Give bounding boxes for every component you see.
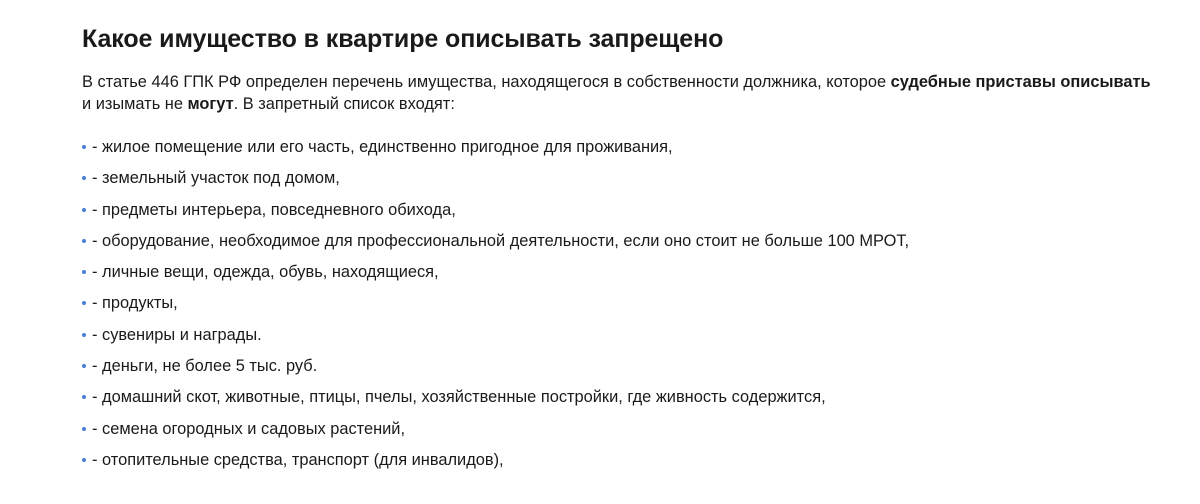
list-item	[82, 230, 1162, 252]
list-item	[82, 386, 1162, 408]
bullet-dot-icon	[82, 239, 86, 243]
bullet-dot-icon	[82, 427, 86, 431]
list-item-text: - земельный участок под домом,	[92, 169, 340, 188]
bullet-dot-icon	[82, 395, 86, 399]
list-item	[82, 292, 1162, 314]
list-item-text: - жилое помещение или его часть, единственно пригодное для проживания,	[92, 138, 673, 156]
list-item	[82, 167, 1162, 189]
intro-bold-2: могут	[187, 95, 234, 113]
intro-paragraph	[82, 71, 1162, 115]
intro-text-1: В статье 446 ГПК РФ определен перечень имущества, находящегося в собственности должника, которое	[82, 73, 891, 91]
list-item-text: - сувениры и награды.	[92, 325, 262, 344]
list-item	[82, 355, 1162, 377]
list-item-text: - предметы интерьера, повседневного обихода,	[92, 200, 456, 219]
list-item-text: - продукты,	[92, 294, 178, 313]
bullet-dot-icon	[82, 364, 86, 368]
list-item	[82, 418, 1162, 440]
intro-bold-1: судебные приставы описывать	[890, 73, 1151, 91]
bullet-dot-icon	[82, 333, 86, 337]
intro-text-3: . В запретный список входят:	[233, 95, 455, 113]
list-item-text: - личные вещи, одежда, обувь, находящиеся,	[92, 263, 439, 282]
list-item	[82, 261, 1162, 283]
list-item-text: - деньги, не более 5 тыс. руб.	[92, 357, 318, 376]
previous-text-line-clipped	[82, 0, 782, 3]
list-item	[82, 199, 1162, 221]
intro-text-2: и изымать не	[82, 95, 188, 113]
list-item-text: - домашний скот, животные, птицы, пчелы, хозяйственные постройки, где живность содержится,	[92, 388, 826, 407]
bullet-dot-icon	[82, 208, 86, 212]
bullet-dot-icon	[82, 270, 86, 274]
bullet-dot-icon	[82, 176, 86, 180]
bullet-dot-icon	[82, 301, 86, 305]
list-item	[82, 136, 1162, 158]
bullet-dot-icon	[82, 458, 86, 462]
list-item	[82, 324, 1162, 346]
list-item-text: - отопительные средства, транспорт (для инвалидов),	[92, 450, 504, 469]
list-item	[82, 449, 1162, 471]
prohibited-items-list	[82, 136, 1162, 471]
list-item-text: - семена огородных и садовых растений,	[92, 419, 406, 438]
list-item-text: - оборудование, необходимое для профессиональной деятельности, если оно стоит не больше 100 МРОТ,	[92, 231, 910, 250]
article-section	[82, 22, 1162, 480]
bullet-dot-icon	[82, 145, 86, 149]
section-heading: Какое имущество в квартире описывать запрещено	[82, 25, 724, 53]
